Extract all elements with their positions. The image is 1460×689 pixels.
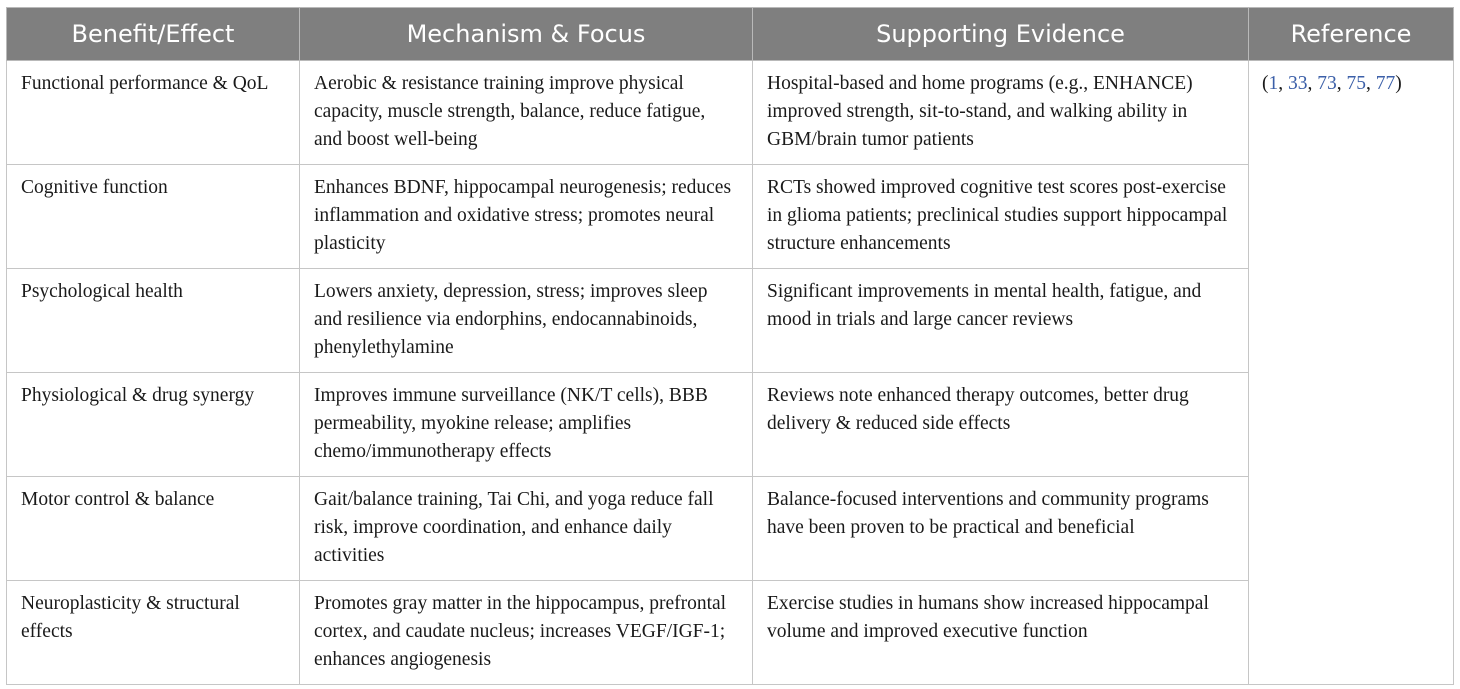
reference-link[interactable]: 75 [1346, 73, 1366, 94]
table-row [7, 477, 1454, 581]
benefit-cell: Physiological & drug synergy [7, 373, 300, 477]
mechanism-cell: Lowers anxiety, depression, stress; improves sleep and resilience via endorphins, endocannabinoids, phenylethylamine [300, 269, 753, 373]
table-row [7, 373, 1454, 477]
benefit-cell: Functional performance & QoL [7, 61, 300, 165]
table-row [7, 581, 1454, 685]
mechanism-cell: Enhances BDNF, hippocampal neurogenesis; reduces inflammation and oxidative stress; promotes neural plasticity [300, 165, 753, 269]
reference-separator: , [1307, 73, 1318, 94]
reference-cell [1249, 61, 1454, 685]
reference-close: ) [1395, 73, 1402, 94]
mechanism-cell: Gait/balance training, Tai Chi, and yoga reduce fall risk, improve coordination, and enhance daily activities [300, 477, 753, 581]
header-benefit: Benefit/Effect [7, 8, 300, 61]
mechanism-cell: Aerobic & resistance training improve physical capacity, muscle strength, balance, reduce fatigue, and boost well-being [300, 61, 753, 165]
benefit-cell: Motor control & balance [7, 477, 300, 581]
benefit-cell: Cognitive function [7, 165, 300, 269]
evidence-cell: RCTs showed improved cognitive test scores post-exercise in glioma patients; preclinical studies support hippocampal structure enhancements [753, 165, 1249, 269]
evidence-cell: Balance-focused interventions and community programs have been proven to be practical and beneficial [753, 477, 1249, 581]
mechanism-cell: Promotes gray matter in the hippocampus, prefrontal cortex, and caudate nucleus; increases VEGF/IGF-1; enhances angiogenesis [300, 581, 753, 685]
evidence-cell: Exercise studies in humans show increased hippocampal volume and improved executive function [753, 581, 1249, 685]
header-reference: Reference [1249, 8, 1454, 61]
header-row [7, 8, 1454, 61]
evidence-cell: Significant improvements in mental health, fatigue, and mood in trials and large cancer reviews [753, 269, 1249, 373]
reference-open: ( [1262, 73, 1269, 94]
mechanism-cell: Improves immune surveillance (NK/T cells), BBB permeability, myokine release; amplifies chemo/immunotherapy effects [300, 373, 753, 477]
reference-separator: , [1366, 73, 1376, 94]
benefits-table [6, 7, 1454, 685]
reference-link[interactable]: 77 [1375, 73, 1396, 94]
benefit-cell: Psychological health [7, 269, 300, 373]
reference-link[interactable]: 33 [1288, 73, 1308, 94]
reference-separator: , [1278, 73, 1288, 94]
reference-link[interactable]: 73 [1317, 73, 1337, 94]
table-row [7, 61, 1454, 165]
header-mechanism: Mechanism & Focus [300, 8, 753, 61]
table-row [7, 165, 1454, 269]
evidence-cell: Reviews note enhanced therapy outcomes, better drug delivery & reduced side effects [753, 373, 1249, 477]
benefit-cell: Neuroplasticity & structural effects [7, 581, 300, 685]
reference-separator: , [1336, 73, 1347, 94]
header-evidence: Supporting Evidence [753, 8, 1249, 61]
reference-link[interactable]: 1 [1268, 73, 1279, 94]
evidence-cell: Hospital-based and home programs (e.g., ENHANCE) improved strength, sit-to-stand, and walking ability in GBM/brain tumor patients [753, 61, 1249, 165]
table-row [7, 269, 1454, 373]
